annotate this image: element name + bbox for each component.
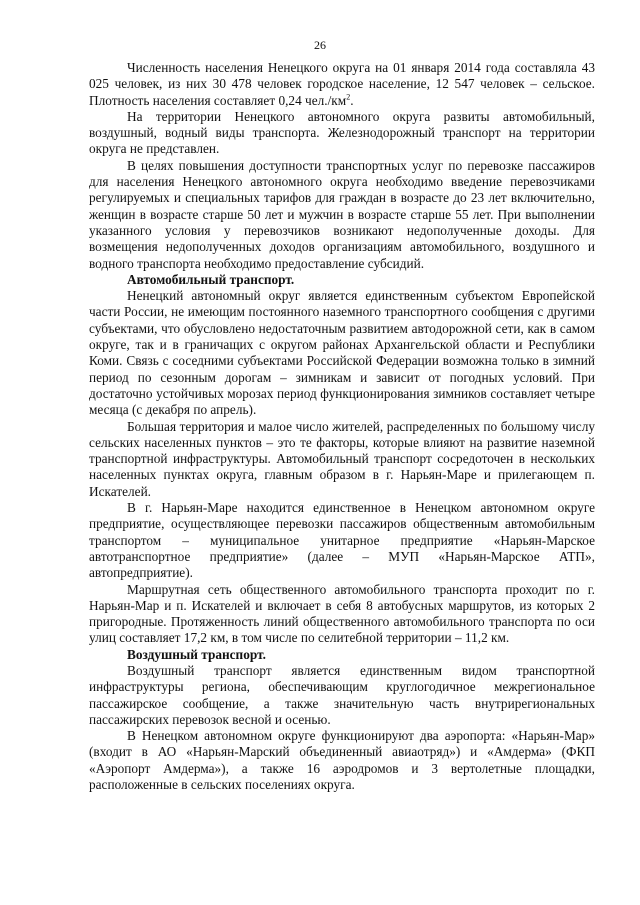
paragraph-air-airports: В Ненецком автономном округе функционируют два аэропорта: «Нарьян-Мар» (входит в АО «Нарьян-Марский объединенный авиаотряд») и «Амдерма» (ФКП «Аэропорт Амдерма»), а также 16 аэродромов и 3 вертолетные площадки, расположенные в сельских поселениях округа.	[89, 728, 595, 793]
paragraph-auto-factors: Большая территория и малое число жителей, распределенных по большому числу сельских населенных пунктов – это те факторы, которые влияют на развитие наземной транспортной инфраструктуры. Автомобильный транспорт сосредоточен в нескольких населенных пунктах округа, главным образом в г. Нарьян-Маре и прилегающем п. Искателей.	[89, 418, 595, 499]
paragraph-air-role: Воздушный транспорт является единственным видом транспортной инфраструктуры региона, обеспечивающим круглогодичное межрегиональное пассажирское сообщение, а также значительную часть внутрирегиональных пассажирских перевозок весной и осенью.	[89, 662, 595, 727]
paragraph-auto-enterprise: В г. Нарьян-Маре находится единственное в Ненецком автономном округе предприятие, осуществляющее перевозки пассажиров общественным автомобильным транспортом – муниципальное унитарное предприятие «Нарьян-Марское автотранспортное предприятие» (далее – МУП «Нарьян-Марское АТП», автопредприятие).	[89, 500, 595, 581]
heading-air-transport: Воздушный транспорт.	[127, 646, 266, 662]
paragraph-tariffs: В целях повышения доступности транспортных услуг по перевозке пассажиров для населения Ненецкого автономного округа необходимо введение перевозчиками регулируемых и специальных тарифов для граждан в возрасте до 23 лет включительно, женщин в возрасте старше 50 лет и мужчин в возрасте старше 55 лет. При выполнении указанного условия у перевозчиков возникают недополученные доходы. Для возмещения недополученных доходов организациям автомобильного, воздушного и водного транспорта необходимо предоставление субсидий.	[89, 157, 595, 271]
document-body	[89, 60, 595, 793]
paragraph-transport-types: На территории Ненецкого автономного округа развиты автомобильный, воздушный, водный виды транспорта. Железнодорожный транспорт на территории округа не представлен.	[89, 108, 595, 157]
paragraph-population-text: Численность населения Ненецкого округа на 01 января 2014 года составляла 43 025 человек, из них 30 478 человек городское население, 12 547 человек – сельское. Плотность населения составляет 0,24 чел./км	[89, 60, 595, 108]
paragraph-auto-routes: Маршрутная сеть общественного автомобильного транспорта проходит по г. Нарьян-Мар и п. Искателей и включает в себя 8 автобусных маршрутов, из которых 2 пригородные. Протяженность линий общественного автомобильного транспорта по оси улиц составляет 17,2 км, в том числе по селитебной территории – 11,2 км.	[89, 581, 595, 646]
paragraph-auto-isolation: Ненецкий автономный округ является единственным субъектом Европейской части России, не имеющим постоянного наземного транспортного сообщения с другими субъектами, что обусловлено недостаточным развитием автодорожной сети, как в самом округе, так и в граничащих с округом районах Архангельской области и Республики Коми. Связь с соседними субъектами Российской Федерации возможна только в зимний период по сезонным дорогам – зимникам и зависит от погодных условий. При достаточно устойчивых морозах период функционирования зимников составляет четыре месяца (с декабря по апрель).	[89, 288, 595, 418]
superscript-square: 2	[346, 92, 351, 102]
heading-auto-transport: Автомобильный транспорт.	[127, 271, 295, 287]
paragraph-population-end: .	[350, 92, 354, 108]
page-number: 26	[314, 38, 326, 52]
paragraph-population	[89, 60, 595, 109]
